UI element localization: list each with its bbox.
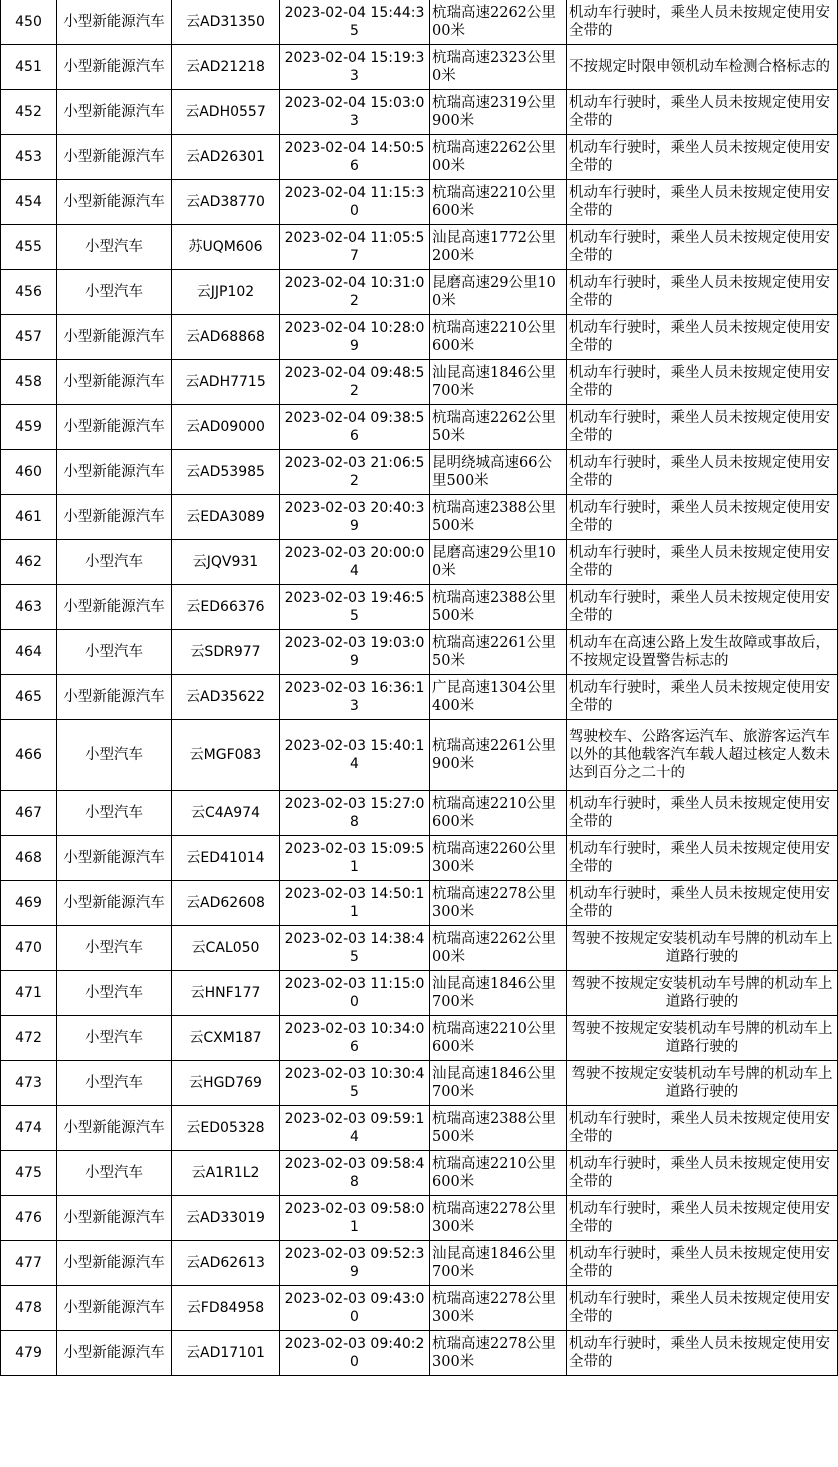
violation-description: 机动车行驶时，乘坐人员未按规定使用安全带的 [567, 540, 838, 585]
violation-time: 2023-02-04 09:48:52 [280, 360, 430, 405]
plate-number: 云A1R1L2 [172, 1151, 280, 1196]
record-number: 478 [1, 1286, 57, 1331]
record-number: 475 [1, 1151, 57, 1196]
plate-number: 云ADH0557 [172, 90, 280, 135]
violation-description: 机动车行驶时，乘坐人员未按规定使用安全带的 [567, 360, 838, 405]
table-row [1, 791, 838, 836]
plate-number: 云MGF083 [172, 720, 280, 791]
plate-number: 云ED05328 [172, 1106, 280, 1151]
violation-description: 机动车行驶时，乘坐人员未按规定使用安全带的 [567, 495, 838, 540]
violation-description: 机动车行驶时，乘坐人员未按规定使用安全带的 [567, 270, 838, 315]
plate-number: 云AD38770 [172, 180, 280, 225]
table-row [1, 881, 838, 926]
vehicle-type: 小型新能源汽车 [57, 495, 172, 540]
table-row [1, 135, 838, 180]
violation-description: 机动车行驶时，乘坐人员未按规定使用安全带的 [567, 836, 838, 881]
violation-location: 杭瑞高速2261公里50米 [430, 630, 567, 675]
vehicle-type: 小型新能源汽车 [57, 360, 172, 405]
record-number: 455 [1, 225, 57, 270]
violation-description: 机动车行驶时，乘坐人员未按规定使用安全带的 [567, 1106, 838, 1151]
table-row [1, 836, 838, 881]
violation-time: 2023-02-03 09:40:20 [280, 1331, 430, 1376]
plate-number: 云JJP102 [172, 270, 280, 315]
violation-description: 机动车行驶时，乘坐人员未按规定使用安全带的 [567, 405, 838, 450]
violation-location: 昆磨高速29公里100米 [430, 270, 567, 315]
plate-number: 云SDR977 [172, 630, 280, 675]
vehicle-type: 小型新能源汽车 [57, 1196, 172, 1241]
record-number: 469 [1, 881, 57, 926]
table-row [1, 45, 838, 90]
vehicle-type: 小型汽车 [57, 225, 172, 270]
record-number: 454 [1, 180, 57, 225]
table-row [1, 1196, 838, 1241]
record-number: 456 [1, 270, 57, 315]
plate-number: 云EDA3089 [172, 495, 280, 540]
violation-location: 杭瑞高速2278公里300米 [430, 1286, 567, 1331]
vehicle-type: 小型新能源汽车 [57, 315, 172, 360]
violation-description: 机动车行驶时，乘坐人员未按规定使用安全带的 [567, 90, 838, 135]
violation-description: 机动车在高速公路上发生故障或事故后，不按规定设置警告标志的 [567, 630, 838, 675]
record-number: 470 [1, 926, 57, 971]
plate-number: 云ED41014 [172, 836, 280, 881]
vehicle-type: 小型新能源汽车 [57, 836, 172, 881]
table-row [1, 90, 838, 135]
violation-description: 机动车行驶时，乘坐人员未按规定使用安全带的 [567, 0, 838, 45]
violation-location: 汕昆高速1772公里200米 [430, 225, 567, 270]
plate-number: 云ADH7715 [172, 360, 280, 405]
vehicle-type: 小型新能源汽车 [57, 45, 172, 90]
table-row [1, 495, 838, 540]
record-number: 477 [1, 1241, 57, 1286]
vehicle-type: 小型新能源汽车 [57, 675, 172, 720]
violation-description: 机动车行驶时，乘坐人员未按规定使用安全带的 [567, 1241, 838, 1286]
plate-number: 云AD26301 [172, 135, 280, 180]
table-row [1, 1286, 838, 1331]
record-number: 473 [1, 1061, 57, 1106]
violation-time: 2023-02-03 15:27:08 [280, 791, 430, 836]
violation-time: 2023-02-04 10:28:09 [280, 315, 430, 360]
record-number: 458 [1, 360, 57, 405]
violation-time: 2023-02-03 20:00:04 [280, 540, 430, 585]
violation-description: 驾驶校车、公路客运汽车、旅游客运汽车以外的其他载客汽车载人超过核定人数未达到百分之二十的 [567, 720, 838, 791]
violation-location: 广昆高速1304公里400米 [430, 675, 567, 720]
table-row [1, 971, 838, 1016]
violation-time: 2023-02-03 14:50:11 [280, 881, 430, 926]
plate-number: 云HGD769 [172, 1061, 280, 1106]
violation-time: 2023-02-04 09:38:56 [280, 405, 430, 450]
violation-location: 杭瑞高速2278公里300米 [430, 1196, 567, 1241]
violation-time: 2023-02-03 16:36:13 [280, 675, 430, 720]
violation-location: 昆明绕城高速66公里500米 [430, 450, 567, 495]
record-number: 467 [1, 791, 57, 836]
record-number: 452 [1, 90, 57, 135]
violation-description: 驾驶不按规定安装机动车号牌的机动车上道路行驶的 [567, 1016, 838, 1061]
table-row [1, 270, 838, 315]
table-row [1, 1016, 838, 1061]
violation-time: 2023-02-04 11:15:30 [280, 180, 430, 225]
violation-location: 汕昆高速1846公里700米 [430, 1061, 567, 1106]
violation-location: 杭瑞高速2262公里00米 [430, 0, 567, 45]
vehicle-type: 小型新能源汽车 [57, 1286, 172, 1331]
violation-location: 杭瑞高速2210公里600米 [430, 791, 567, 836]
record-number: 476 [1, 1196, 57, 1241]
violation-description: 驾驶不按规定安装机动车号牌的机动车上道路行驶的 [567, 1061, 838, 1106]
table-row [1, 540, 838, 585]
plate-number: 云AD62613 [172, 1241, 280, 1286]
violation-time: 2023-02-03 19:46:55 [280, 585, 430, 630]
violation-time: 2023-02-03 15:40:14 [280, 720, 430, 791]
violations-table-body [1, 0, 838, 1376]
violation-location: 杭瑞高速2278公里300米 [430, 1331, 567, 1376]
plate-number: 云AD33019 [172, 1196, 280, 1241]
violation-description: 机动车行驶时，乘坐人员未按规定使用安全带的 [567, 225, 838, 270]
table-row [1, 360, 838, 405]
record-number: 462 [1, 540, 57, 585]
table-row [1, 1151, 838, 1196]
record-number: 451 [1, 45, 57, 90]
vehicle-type: 小型新能源汽车 [57, 405, 172, 450]
record-number: 457 [1, 315, 57, 360]
plate-number: 云ED66376 [172, 585, 280, 630]
violation-time: 2023-02-04 15:44:35 [280, 0, 430, 45]
record-number: 471 [1, 971, 57, 1016]
violation-location: 昆磨高速29公里100米 [430, 540, 567, 585]
violation-location: 杭瑞高速2319公里900米 [430, 90, 567, 135]
vehicle-type: 小型新能源汽车 [57, 1241, 172, 1286]
violation-time: 2023-02-03 09:43:00 [280, 1286, 430, 1331]
vehicle-type: 小型新能源汽车 [57, 180, 172, 225]
violation-description: 机动车行驶时，乘坐人员未按规定使用安全带的 [567, 450, 838, 495]
record-number: 450 [1, 0, 57, 45]
violation-time: 2023-02-03 10:30:45 [280, 1061, 430, 1106]
plate-number: 云CAL050 [172, 926, 280, 971]
plate-number: 云CXM187 [172, 1016, 280, 1061]
plate-number: 云AD68868 [172, 315, 280, 360]
violation-description: 机动车行驶时，乘坐人员未按规定使用安全带的 [567, 180, 838, 225]
plate-number: 云C4A974 [172, 791, 280, 836]
plate-number: 云AD31350 [172, 0, 280, 45]
vehicle-type: 小型新能源汽车 [57, 881, 172, 926]
record-number: 460 [1, 450, 57, 495]
violation-location: 杭瑞高速2388公里500米 [430, 1106, 567, 1151]
plate-number: 苏UQM606 [172, 225, 280, 270]
table-row [1, 405, 838, 450]
record-number: 459 [1, 405, 57, 450]
vehicle-type: 小型汽车 [57, 270, 172, 315]
plate-number: 云FD84958 [172, 1286, 280, 1331]
plate-number: 云AD62608 [172, 881, 280, 926]
violation-location: 杭瑞高速2210公里600米 [430, 1151, 567, 1196]
violation-location: 杭瑞高速2210公里600米 [430, 1016, 567, 1061]
violation-time: 2023-02-04 15:03:03 [280, 90, 430, 135]
violation-location: 汕昆高速1846公里700米 [430, 1241, 567, 1286]
violation-time: 2023-02-04 15:19:33 [280, 45, 430, 90]
violation-location: 杭瑞高速2210公里600米 [430, 315, 567, 360]
vehicle-type: 小型汽车 [57, 1016, 172, 1061]
violation-location: 杭瑞高速2262公里00米 [430, 926, 567, 971]
record-number: 463 [1, 585, 57, 630]
violation-time: 2023-02-03 21:06:52 [280, 450, 430, 495]
violation-description: 机动车行驶时，乘坐人员未按规定使用安全带的 [567, 135, 838, 180]
table-row [1, 720, 838, 791]
violation-description: 驾驶不按规定安装机动车号牌的机动车上道路行驶的 [567, 926, 838, 971]
violation-location: 杭瑞高速2262公里00米 [430, 135, 567, 180]
vehicle-type: 小型汽车 [57, 1061, 172, 1106]
vehicle-type: 小型新能源汽车 [57, 450, 172, 495]
violation-location: 杭瑞高速2278公里300米 [430, 881, 567, 926]
violation-description: 机动车行驶时，乘坐人员未按规定使用安全带的 [567, 881, 838, 926]
violation-time: 2023-02-03 09:52:39 [280, 1241, 430, 1286]
violation-description: 机动车行驶时，乘坐人员未按规定使用安全带的 [567, 585, 838, 630]
table-row [1, 585, 838, 630]
violation-description: 机动车行驶时，乘坐人员未按规定使用安全带的 [567, 1196, 838, 1241]
record-number: 466 [1, 720, 57, 791]
table-row [1, 225, 838, 270]
vehicle-type: 小型汽车 [57, 1151, 172, 1196]
table-row [1, 0, 838, 45]
record-number: 479 [1, 1331, 57, 1376]
table-row [1, 450, 838, 495]
violation-time: 2023-02-03 09:59:14 [280, 1106, 430, 1151]
table-row [1, 1241, 838, 1286]
violation-location: 杭瑞高速2261公里900米 [430, 720, 567, 791]
record-number: 468 [1, 836, 57, 881]
violation-location: 杭瑞高速2323公里0米 [430, 45, 567, 90]
violation-time: 2023-02-03 09:58:48 [280, 1151, 430, 1196]
violation-time: 2023-02-03 15:09:51 [280, 836, 430, 881]
plate-number: 云AD35622 [172, 675, 280, 720]
vehicle-type: 小型汽车 [57, 971, 172, 1016]
violation-location: 杭瑞高速2210公里600米 [430, 180, 567, 225]
violation-location: 杭瑞高速2262公里50米 [430, 405, 567, 450]
record-number: 474 [1, 1106, 57, 1151]
table-row [1, 315, 838, 360]
violation-description: 机动车行驶时，乘坐人员未按规定使用安全带的 [567, 675, 838, 720]
violation-description: 不按规定时限申领机动车检测合格标志的 [567, 45, 838, 90]
vehicle-type: 小型汽车 [57, 926, 172, 971]
violation-location: 杭瑞高速2388公里500米 [430, 495, 567, 540]
plate-number: 云JQV931 [172, 540, 280, 585]
violation-time: 2023-02-03 20:40:39 [280, 495, 430, 540]
vehicle-type: 小型汽车 [57, 720, 172, 791]
violation-time: 2023-02-04 14:50:56 [280, 135, 430, 180]
record-number: 465 [1, 675, 57, 720]
violation-description: 机动车行驶时，乘坐人员未按规定使用安全带的 [567, 791, 838, 836]
table-row [1, 1106, 838, 1151]
table-row [1, 1061, 838, 1106]
record-number: 461 [1, 495, 57, 540]
plate-number: 云AD09000 [172, 405, 280, 450]
record-number: 453 [1, 135, 57, 180]
vehicle-type: 小型汽车 [57, 540, 172, 585]
table-row [1, 675, 838, 720]
vehicle-type: 小型新能源汽车 [57, 585, 172, 630]
violation-time: 2023-02-03 19:03:09 [280, 630, 430, 675]
violation-location: 汕昆高速1846公里700米 [430, 360, 567, 405]
violation-location: 杭瑞高速2260公里300米 [430, 836, 567, 881]
record-number: 472 [1, 1016, 57, 1061]
violation-description: 机动车行驶时，乘坐人员未按规定使用安全带的 [567, 1151, 838, 1196]
vehicle-type: 小型新能源汽车 [57, 1331, 172, 1376]
violation-time: 2023-02-03 10:34:06 [280, 1016, 430, 1061]
plate-number: 云HNF177 [172, 971, 280, 1016]
plate-number: 云AD21218 [172, 45, 280, 90]
table-row [1, 180, 838, 225]
plate-number: 云AD53985 [172, 450, 280, 495]
vehicle-type: 小型汽车 [57, 630, 172, 675]
violation-time: 2023-02-03 11:15:00 [280, 971, 430, 1016]
vehicle-type: 小型新能源汽车 [57, 1106, 172, 1151]
vehicle-type: 小型新能源汽车 [57, 90, 172, 135]
record-number: 464 [1, 630, 57, 675]
vehicle-type: 小型新能源汽车 [57, 135, 172, 180]
table-row [1, 926, 838, 971]
violation-time: 2023-02-03 14:38:45 [280, 926, 430, 971]
vehicle-type: 小型新能源汽车 [57, 0, 172, 45]
violation-location: 杭瑞高速2388公里500米 [430, 585, 567, 630]
vehicle-type: 小型汽车 [57, 791, 172, 836]
violation-description: 机动车行驶时，乘坐人员未按规定使用安全带的 [567, 315, 838, 360]
violation-description: 驾驶不按规定安装机动车号牌的机动车上道路行驶的 [567, 971, 838, 1016]
violation-time: 2023-02-04 11:05:57 [280, 225, 430, 270]
plate-number: 云AD17101 [172, 1331, 280, 1376]
violation-description: 机动车行驶时，乘坐人员未按规定使用安全带的 [567, 1286, 838, 1331]
violation-time: 2023-02-04 10:31:02 [280, 270, 430, 315]
violation-time: 2023-02-03 09:58:01 [280, 1196, 430, 1241]
table-row [1, 1331, 838, 1376]
violation-description: 机动车行驶时，乘坐人员未按规定使用安全带的 [567, 1331, 838, 1376]
table-row [1, 630, 838, 675]
violation-location: 汕昆高速1846公里700米 [430, 971, 567, 1016]
